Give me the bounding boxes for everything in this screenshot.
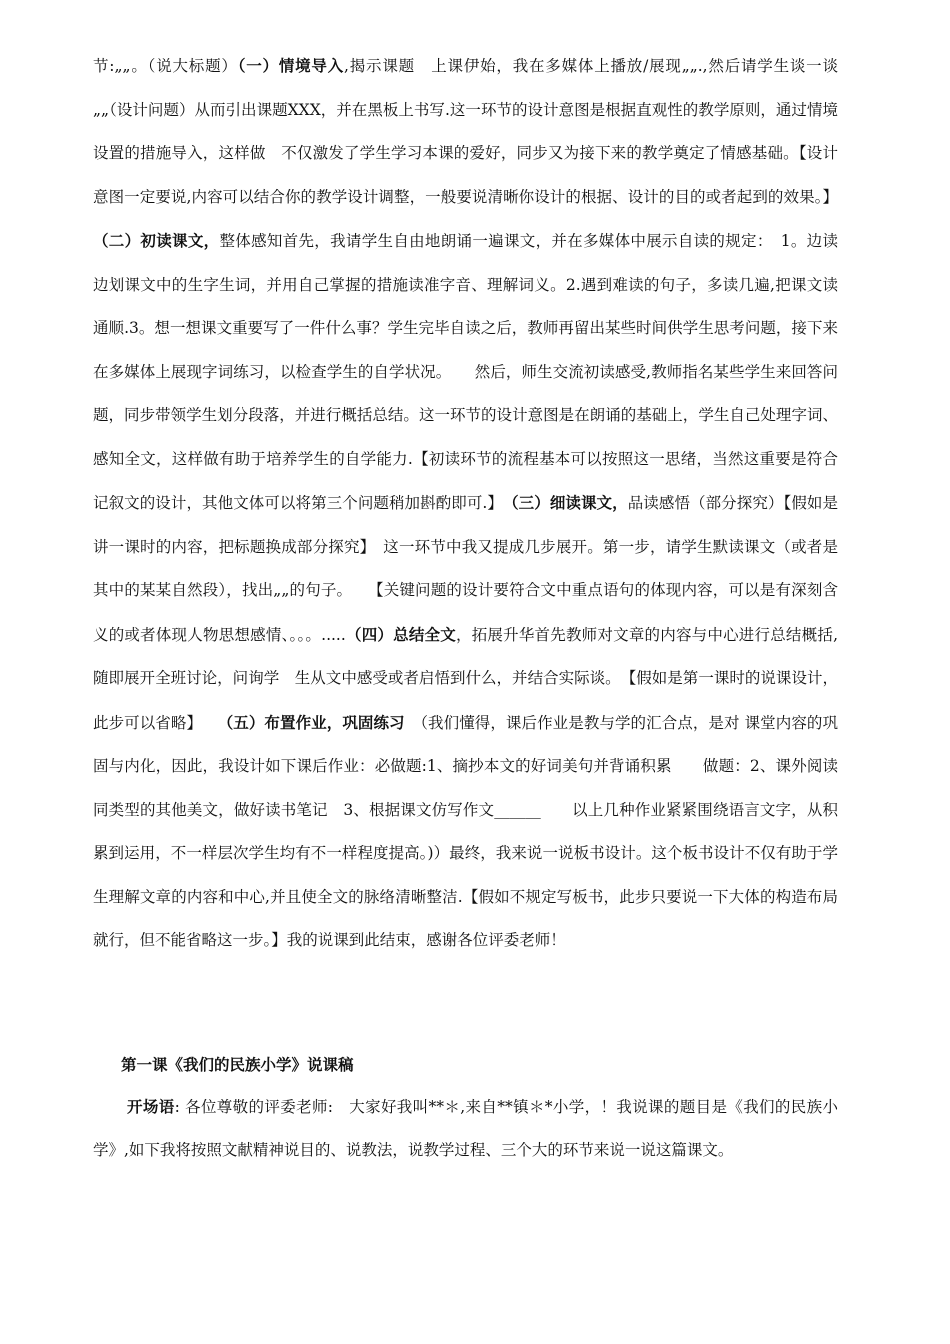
document-page xyxy=(93,44,838,1173)
segment: 品读感悟（部分探究）【假如是讲一课时的内容，把标题换成部分探究】 这一环节中我又提成几步展开。第一步，请学生默读课文（或者是其中的某某自然段），找出„„的句子。 【关键问题的设计要符合文中重点语句的体现内容，可以是有深刻含义的或者体现人物思想感情、。。。..... xyxy=(93,494,838,644)
spacer xyxy=(93,963,838,1045)
segment: ,揭示课题 上课伊始，我在多媒体上播放/展现„„.,然后请学生谈一谈„„（设计问题）从而引出课题XXX，并在黑板上书写.这一环节的设计意图是根据直观性的教学原则，通过情境设置的措施导入，这样做 不仅激发了学生学习本课的爱好，同步又为接下来的教学奠定了情感基础。【设计意图一定要说,内容可以结合你的教学设计调整，一般要说清晰你设计的根据、设计的目的或者起到的效果。】 xyxy=(93,57,838,206)
section-heading-1: （一）情境导入 xyxy=(237,56,345,75)
section-heading-4: （四）总结全文 xyxy=(345,624,456,644)
body-paragraph xyxy=(93,44,838,963)
intro-text: : 各位尊敬的评委老师: 大家好我叫**＊,来自**镇＊*小学，！我说课的题目是《我们的民族小学》,如下我将按照文献精神说目的、说教法，说教学过程、三个大的环节来说一说这篇课文。 xyxy=(93,1097,838,1159)
segment: 整体感知首先，我请学生自由地朗诵一遍课文，并在多媒体中展示自读的规定： 1。边读边划课文中的生字生词，并用自己掌握的措施读准字音、理解词义。2.遇到难读的句子，多读几遍,把课文读通顺.3。想一想课文重要写了一件什么事？学生完毕自读之后，教师再留出某些时间供学生思考问题，接下来在多媒体上展现字词练习，以检查学生的自学状况。 然后，师生交流初读感受,教师指名某些学生来回答问题，同步带领学生划分段落，并进行概括总结。这一环节的设计意图是在朗诵的基础上，学生自己处理字词、感知全文，这样做有助于培养学生的自学能力.【初读环节的流程基本可以按照这一思绪，当然这重要是符合记叙文的设计，其他文体可以将第三个问题稍加斟酌即可.】 xyxy=(93,232,838,512)
intro-paragraph xyxy=(93,1085,838,1173)
segment: 节:„„。（说大标题） xyxy=(93,57,238,75)
section-heading-5: （五）布置作业，巩固练习 xyxy=(225,712,405,732)
segment: ，拓展升华首先教师对文章的内容与中心进行总结概括,随即展开全班讨论，问询学 生从文中感受或者启悟到什么，并结合实际谈。 【假如是第一课时的说课设计，此步可以省略】 xyxy=(93,625,838,732)
lesson-title: 第一课《我们的民族小学》说课稿 xyxy=(121,1054,354,1074)
section-heading-3: （三）细读课文， xyxy=(510,493,628,512)
section-heading-2: （二）初读课文， xyxy=(93,231,220,250)
segment: （我们懂得，课后作业是教与学的汇合点，是对 课堂内容的巩固与内化，因此，我设计如下课后作业：必做题:1、摘抄本文的好词美句并背诵积累 做题：2、课外阅读同类型的其他美文，做好读书笔记 3、根据课文仿写作文______ 以上几种作业紧紧围绕语言文字，从积 累到运用，不一样层次学生均有不一样程度提高。)）最终，我来说一说板书设计。这个板书设计不仅有助于学生理解文章的内容和中心,并且使全文的脉络清晰整洁.【假如不规定写板书，此步只要说一下大体的构造布局就行，但不能省略这一步。】我的说课到此结束，感谢各位评委老师！ xyxy=(93,713,838,949)
intro-label: 开场语 xyxy=(127,1096,175,1116)
